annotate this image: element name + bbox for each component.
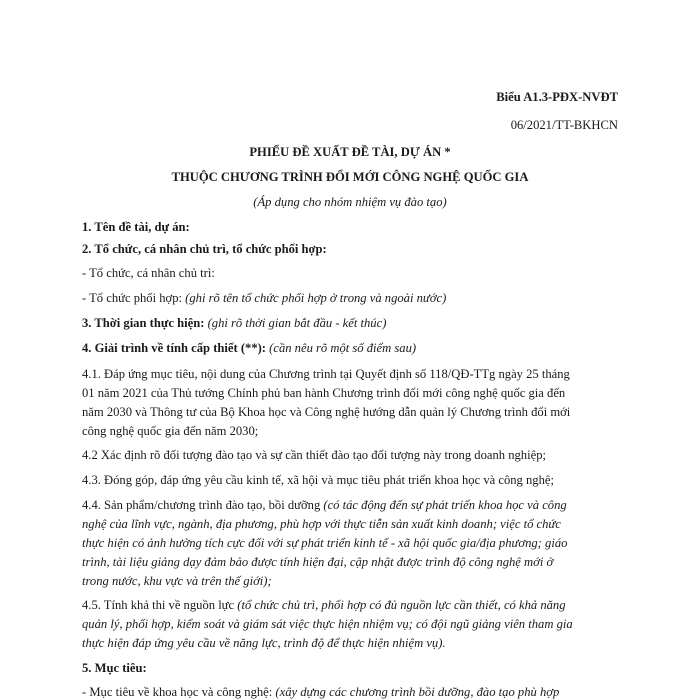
section-5-goal-line [82, 684, 559, 700]
paragraph-4-1-line3: năm 2030 và Thông tư của Bộ Khoa học và Công nghệ hướng dẫn quản lý Chương trình đổi mới [82, 405, 571, 419]
paragraph-4-5-note: (tổ chức chủ trì, phối hợp có đủ nguồn lực cần thiết, có khả năng [237, 598, 566, 612]
paragraph-4-5-line1 [82, 597, 566, 613]
paragraph-4-4-line2: nghệ của lĩnh vực, ngành, địa phương, phù hợp với thực tiễn sản xuất kinh doanh; việc tổ chức [82, 517, 561, 531]
paragraph-4-1-line2: 01 năm 2021 của Thủ tướng Chính phủ ban hành Chương trình đổi mới công nghệ quốc gia đến [82, 386, 566, 400]
paragraph-4-3: 4.3. Đóng góp, đáp ứng yêu cầu kinh tế, xã hội và mục tiêu phát triển khoa học và công nghệ; [82, 473, 554, 487]
paragraph-4-4-line3: thực hiện có ảnh hưởng tích cực đối với sự phát triển kinh tế - xã hội quốc gia/địa phương; giáo [82, 536, 568, 550]
section-5-goal-note: (xây dựng các chương trình bồi dưỡng, đào tạo phù hợp [275, 685, 560, 699]
partner-organization-line [82, 290, 446, 306]
partner-label: - Tổ chức phối hợp: [82, 291, 186, 305]
section-4-line [82, 340, 416, 356]
paragraph-4-5-line3: thực hiện đáp ứng yêu cầu về năng lực, trình độ để thực hiện nhiệm vụ). [82, 636, 446, 650]
document-subtitle: (Áp dụng cho nhóm nhiệm vụ đào tạo) [253, 195, 447, 209]
paragraph-4-5-lead: 4.5. Tính khả thi về nguồn lực [82, 598, 238, 612]
paragraph-4-4-note: (có tác động đến sự phát triển khoa học và công [323, 498, 567, 512]
section-3-heading: 3. Thời gian thực hiện: [82, 316, 208, 330]
document-title-line1: PHIẾU ĐỀ XUẤT ĐỀ TÀI, DỰ ÁN * [249, 145, 451, 159]
section-5-heading: 5. Mục tiêu: [82, 661, 147, 675]
section-4-note: (cần nêu rõ một số điểm sau) [269, 341, 417, 355]
paragraph-4-2: 4.2 Xác định rõ đối tượng đào tạo và sự cần thiết đào tạo đối tượng này trong doanh nghiệp; [82, 448, 546, 462]
circular-number: 06/2021/TT-BKHCN [510, 118, 618, 132]
section-1-heading: 1. Tên đề tài, dự án: [82, 220, 190, 234]
form-code: Biểu A1.3-PĐX-NVĐT [496, 90, 618, 104]
section-3-note: (ghi rõ thời gian bắt đầu - kết thúc) [207, 316, 387, 330]
paragraph-4-1-line1: 4.1. Đáp ứng mục tiêu, nội dung của Chương trình tại Quyết định số 118/QĐ-TTg ngày 25 tháng [82, 367, 570, 381]
host-organization-line: - Tổ chức, cá nhân chủ trì: [82, 266, 215, 280]
paragraph-4-4-line4: trình, tài liệu giảng dạy đảm bảo được tính hiện đại, cập nhật được trình độ công nghệ mới ở [82, 555, 554, 569]
section-3-line [82, 315, 386, 331]
partner-note: (ghi rõ tên tổ chức phối hợp ở trong và ngoài nước) [185, 291, 447, 305]
section-5-goal-lead: - Mục tiêu về khoa học và công nghệ: [82, 685, 276, 699]
paragraph-4-5-line2: quản lý, phối hợp, kiểm soát và giám sát việc thực hiện nhiệm vụ; có đội ngũ giảng viên tham gia [82, 617, 573, 631]
section-4-heading: 4. Giải trình về tính cấp thiết (**): [82, 341, 270, 355]
paragraph-4-4-line5: trong nước, khu vực và trên thế giới); [82, 574, 272, 588]
paragraph-4-4-lead: 4.4. Sản phẩm/chương trình đào tạo, bồi dưỡng [82, 498, 324, 512]
section-2-heading: 2. Tổ chức, cá nhân chủ trì, tổ chức phối hợp: [82, 242, 327, 256]
document-title-line2: THUỘC CHƯƠNG TRÌNH ĐỔI MỚI CÔNG NGHỆ QUỐC GIA [171, 170, 529, 184]
paragraph-4-4-line1 [82, 497, 567, 513]
paragraph-4-1-line4: công nghệ quốc gia đến năm 2030; [82, 424, 259, 438]
